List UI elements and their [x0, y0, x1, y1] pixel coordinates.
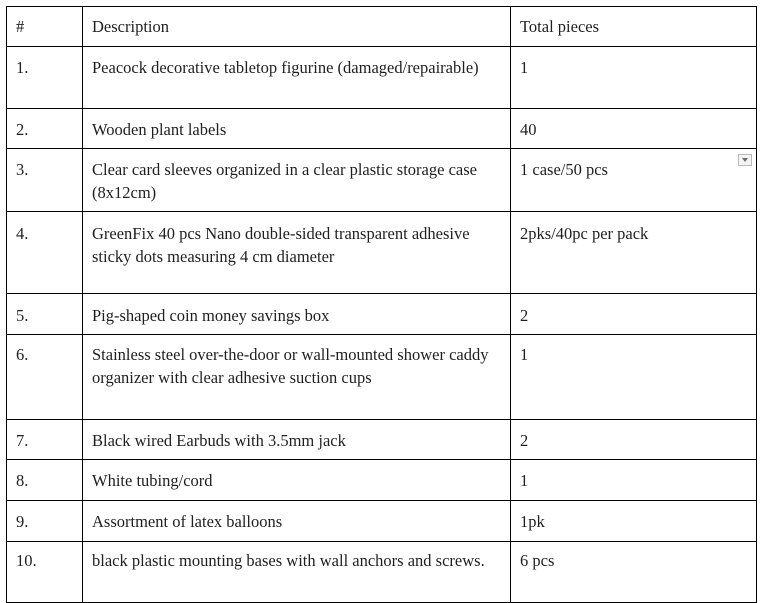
row-total-cell[interactable]: 2: [511, 294, 757, 335]
table-row: [7, 420, 757, 460]
table-row: [7, 109, 757, 149]
row-description-cell[interactable]: Black wired Earbuds with 3.5mm jack: [83, 420, 511, 460]
table-row: [7, 542, 757, 603]
row-description-cell[interactable]: GreenFix 40 pcs Nano double-sided transparent adhesive sticky dots measuring 4 cm diameter: [83, 212, 511, 294]
table-row: [7, 212, 757, 294]
table-header-row: [7, 7, 757, 47]
row-number-cell[interactable]: 9.: [7, 501, 83, 542]
row-number-cell[interactable]: 2.: [7, 109, 83, 149]
row-number-cell[interactable]: 1.: [7, 47, 83, 109]
row-number-cell[interactable]: 3.: [7, 149, 83, 212]
row-description-cell[interactable]: black plastic mounting bases with wall anchors and screws.: [83, 542, 511, 603]
row-total-cell[interactable]: 2pks/40pc per pack: [511, 212, 757, 294]
table-row: [7, 460, 757, 501]
row-number-cell[interactable]: 10.: [7, 542, 83, 603]
chevron-down-icon[interactable]: [738, 154, 752, 166]
table-row: [7, 335, 757, 420]
row-total-cell[interactable]: 1pk: [511, 501, 757, 542]
table-row: [7, 47, 757, 109]
row-total-cell[interactable]: 2: [511, 420, 757, 460]
row-total-cell[interactable]: 6 pcs: [511, 542, 757, 603]
items-table: [6, 6, 757, 603]
row-description-cell[interactable]: White tubing/cord: [83, 460, 511, 501]
row-description-cell[interactable]: Assortment of latex balloons: [83, 501, 511, 542]
row-total-cell[interactable]: 1: [511, 460, 757, 501]
row-description-cell[interactable]: Peacock decorative tabletop figurine (damaged/repairable): [83, 47, 511, 109]
row-total-cell[interactable]: 1: [511, 47, 757, 109]
row-number-cell[interactable]: 4.: [7, 212, 83, 294]
table-row: [7, 294, 757, 335]
table-row: [7, 149, 757, 212]
row-description-cell[interactable]: Stainless steel over-the-door or wall-mounted shower caddy organizer with clear adhesive suction cups: [83, 335, 511, 420]
row-total-cell[interactable]: 1: [511, 335, 757, 420]
column-header-description[interactable]: Description: [83, 7, 511, 47]
row-description-cell[interactable]: Wooden plant labels: [83, 109, 511, 149]
row-total-cell[interactable]: 40: [511, 109, 757, 149]
row-number-cell[interactable]: 6.: [7, 335, 83, 420]
column-header-total-pieces[interactable]: Total pieces: [511, 7, 757, 47]
row-number-cell[interactable]: 7.: [7, 420, 83, 460]
row-total-value: 1 case/50 pcs: [520, 160, 608, 179]
row-description-cell[interactable]: Clear card sleeves organized in a clear plastic storage case (8x12cm): [83, 149, 511, 212]
column-header-number[interactable]: #: [7, 7, 83, 47]
row-number-cell[interactable]: 5.: [7, 294, 83, 335]
row-description-cell[interactable]: Pig-shaped coin money savings box: [83, 294, 511, 335]
table-row: [7, 501, 757, 542]
row-number-cell[interactable]: 8.: [7, 460, 83, 501]
row-total-cell[interactable]: [511, 149, 757, 212]
